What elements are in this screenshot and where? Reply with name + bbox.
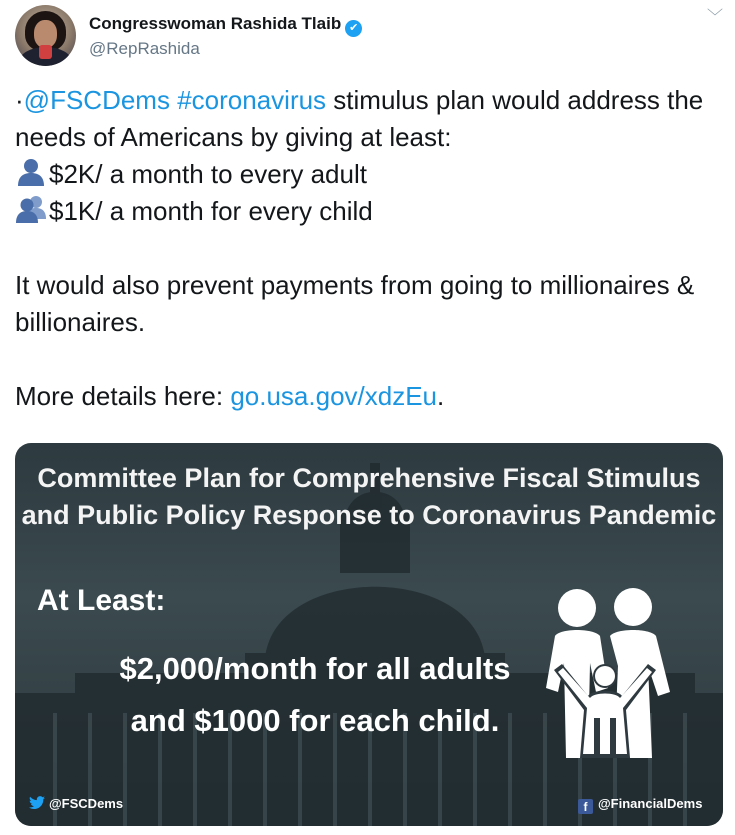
details-link[interactable]: go.usa.gov/xdzEu — [230, 381, 438, 411]
author-name-line[interactable] — [89, 14, 362, 37]
tweet-paragraph-2: It would also prevent payments from going to millionaires & billionaires. — [15, 270, 695, 337]
hashtag-link[interactable]: #coronavirus — [177, 85, 327, 115]
media-amounts — [85, 643, 545, 747]
twitter-bird-icon — [29, 796, 45, 810]
tweet-header — [15, 5, 725, 67]
author-handle[interactable]: @RepRashida — [89, 39, 200, 58]
facebook-icon: f — [578, 799, 593, 814]
media-footer-twitter-handle: @FSCDems — [49, 796, 124, 811]
family-icon — [530, 588, 690, 763]
media-at-least: At Least: — [37, 584, 166, 617]
details-suffix: . — [437, 381, 445, 411]
media-footer-twitter — [29, 796, 123, 811]
details-prefix: More details here: — [15, 381, 231, 411]
child-line: $1K/ a month for every child — [49, 196, 373, 226]
media-title-line-1: Committee Plan for Comprehensive Fiscal Stimulus — [37, 463, 701, 493]
mention-link[interactable]: @FSCDems — [23, 85, 170, 115]
people-emoji-icon — [15, 195, 47, 223]
media-footer-facebook — [578, 796, 702, 814]
media-amount-adults: $2,000/month for all adults — [119, 651, 511, 686]
chevron-down-icon[interactable]: ﹀ — [707, 9, 724, 26]
adult-line: $2K/ a month to every adult — [49, 159, 367, 189]
author-name[interactable]: Congresswoman Rashida Tlaib — [89, 14, 342, 33]
person-emoji-icon — [15, 158, 47, 186]
avatar[interactable] — [15, 5, 76, 66]
media-amount-child: and $1000 for each child. — [130, 703, 500, 738]
tweet-line1: stimulus plan would address the needs of Americans by giving at least: — [15, 85, 704, 152]
media-title — [15, 460, 723, 534]
verified-badge-icon: ✔ — [345, 20, 362, 37]
tweet-media-image[interactable] — [15, 443, 723, 826]
tweet-text — [15, 82, 720, 415]
tweet-bullet: · — [15, 85, 24, 115]
avatar-face — [34, 20, 57, 48]
avatar-scarf — [39, 45, 52, 59]
media-footer-facebook-handle: @FinancialDems — [598, 796, 703, 811]
media-title-line-2: and Public Policy Response to Coronavirus Pandemic — [21, 500, 717, 530]
